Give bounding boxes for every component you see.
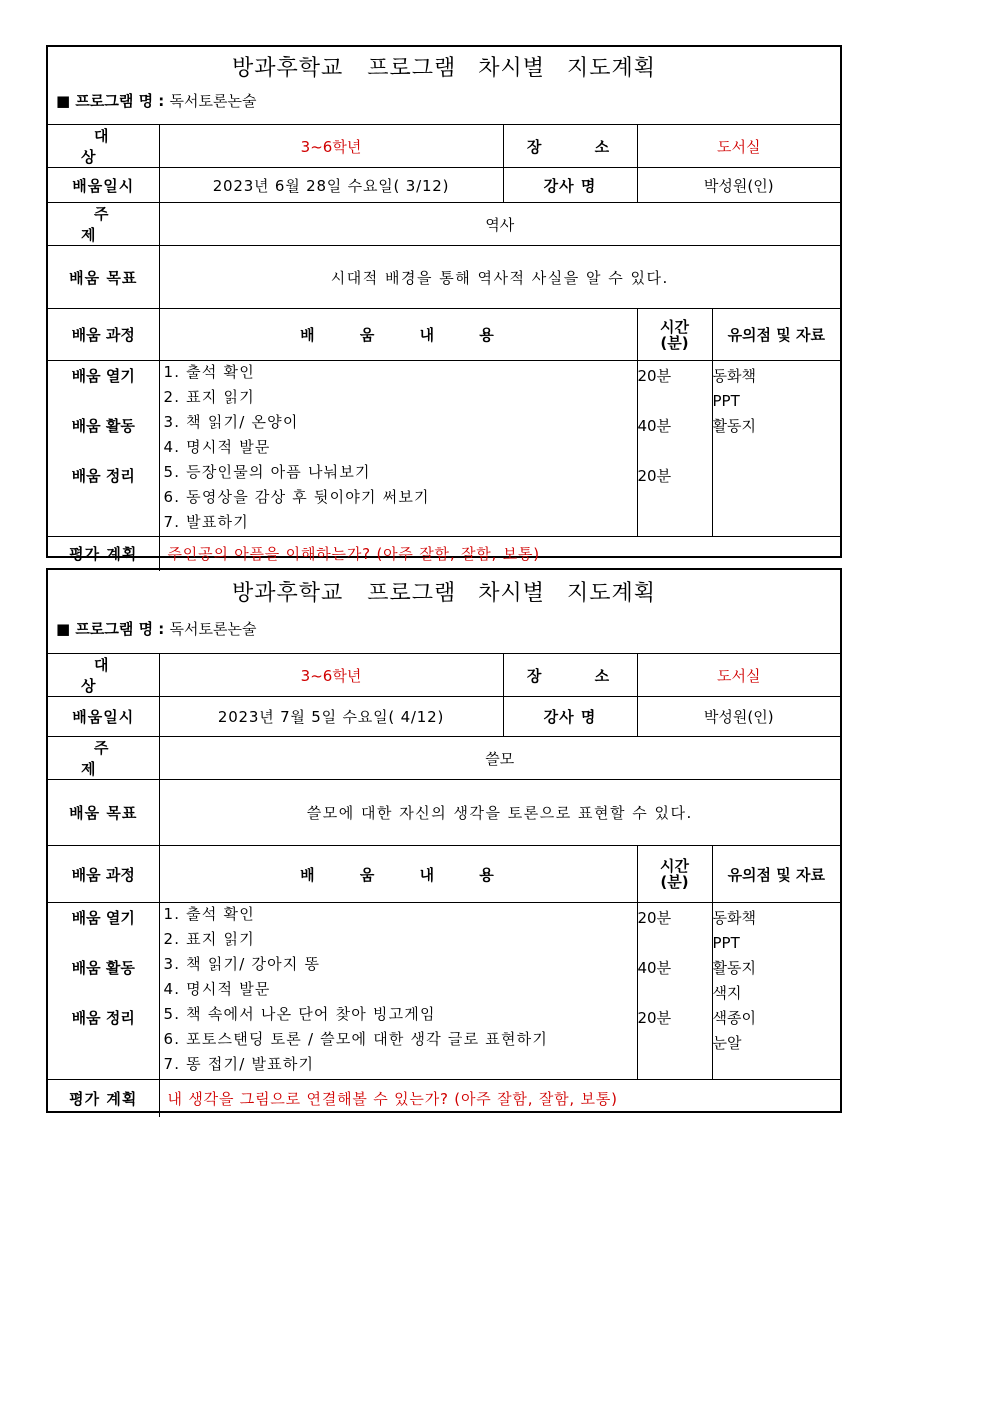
plan-table <box>48 125 840 571</box>
date-value: 2023년 6월 28일 수요일( 3/12) <box>159 168 503 203</box>
goal-value: 쓸모에 대한 자신의 생각을 토론으로 표현할 수 있다. <box>159 780 840 846</box>
notes-label: 유의점 및 자료 <box>712 846 840 903</box>
title-part-b: 프로그램 차시별 지도계획 <box>367 581 656 606</box>
target-row <box>48 125 840 168</box>
goal-label: 배움 목표 <box>48 246 159 309</box>
plan-title <box>48 47 840 87</box>
content-list <box>159 361 637 537</box>
target-label: 대 상 <box>81 127 139 166</box>
topic-label: 주 제 <box>81 739 139 778</box>
topic-row <box>48 203 840 246</box>
content-item: 7. 발표하기 <box>163 513 249 531</box>
title-part-a: 방과후학교 <box>231 56 344 81</box>
goal-row <box>48 246 840 309</box>
time-item: 20분 <box>637 467 672 485</box>
stage-list <box>48 361 159 537</box>
time-list <box>637 361 712 537</box>
target-value: 3~6학년 <box>159 125 503 168</box>
material-item: 색지 <box>712 984 742 1002</box>
lesson-plan-1 <box>46 45 842 564</box>
material-item: 활동지 <box>712 959 756 977</box>
material-list <box>712 903 840 1080</box>
time-list <box>637 903 712 1080</box>
content-item: 6. 포토스탠딩 토론 / 쓸모에 대한 생각 글로 표현하기 <box>163 1030 549 1048</box>
plan-table <box>48 654 840 1117</box>
topic-row <box>48 737 840 780</box>
lesson-plan-2 <box>46 568 842 1113</box>
content-item: 1. 출석 확인 <box>163 905 255 923</box>
time-item: 20분 <box>637 1009 672 1027</box>
stage-item: 배움 정리 <box>71 1009 135 1027</box>
goal-label: 배움 목표 <box>48 780 159 846</box>
content-item: 2. 표지 읽기 <box>163 930 255 948</box>
goal-row <box>48 780 840 846</box>
program-label: ■ 프로그램 명 : <box>56 620 165 638</box>
process-body-row <box>48 361 840 537</box>
process-label: 배움 과정 <box>48 846 159 903</box>
process-body-row <box>48 903 840 1080</box>
time-item: 20분 <box>637 909 672 927</box>
eval-value: 주인공의 아픔을 이해하는가? (아주 잘함, 잘함, 보통) <box>159 537 840 571</box>
material-item: 동화책 <box>712 367 756 385</box>
time-item: 20분 <box>637 367 672 385</box>
stage-item: 배움 활동 <box>71 417 135 435</box>
content-item: 3. 책 읽기/ 온양이 <box>163 413 299 431</box>
content-list <box>159 903 637 1080</box>
place-label: 장 소 <box>526 137 634 156</box>
place-value: 도서실 <box>637 125 840 168</box>
time-label: 시간 (분) <box>637 309 712 361</box>
material-item: 활동지 <box>712 417 756 435</box>
content-item: 1. 출석 확인 <box>163 363 255 381</box>
content-item: 5. 책 속에서 나온 단어 찾아 빙고게임 <box>163 1005 436 1023</box>
date-row <box>48 168 840 203</box>
date-value: 2023년 7월 5일 수요일( 4/12) <box>159 697 503 737</box>
topic-value: 역사 <box>159 203 840 246</box>
place-label: 장 소 <box>526 666 634 685</box>
instructor-label: 강사 명 <box>503 168 637 203</box>
content-item: 2. 표지 읽기 <box>163 388 255 406</box>
stage-item: 배움 열기 <box>71 909 135 927</box>
instructor-label: 강사 명 <box>503 697 637 737</box>
content-item: 3. 책 읽기/ 강아지 똥 <box>163 955 321 973</box>
title-part-a: 방과후학교 <box>231 581 344 606</box>
place-value: 도서실 <box>637 654 840 697</box>
program-name: 독서토론논술 <box>169 620 257 638</box>
program-line <box>48 87 840 125</box>
stage-item: 배움 열기 <box>71 367 135 385</box>
stage-list <box>48 903 159 1080</box>
instructor-value: 박성원(인) <box>637 168 840 203</box>
eval-value: 내 생각을 그림으로 연결해볼 수 있는가? (아주 잘함, 잘함, 보통) <box>159 1080 840 1117</box>
program-name: 독서토론논술 <box>169 92 257 110</box>
material-item: PPT <box>712 392 740 410</box>
notes-label: 유의점 및 자료 <box>712 309 840 361</box>
time-item: 40분 <box>637 959 672 977</box>
date-label: 배움일시 <box>48 168 159 203</box>
material-item: 동화책 <box>712 909 756 927</box>
stage-item: 배움 활동 <box>71 959 135 977</box>
material-item: 색종이 <box>712 1009 756 1027</box>
instructor-value: 박성원(인) <box>637 697 840 737</box>
eval-label: 평가 계획 <box>48 537 159 571</box>
topic-value: 쓸모 <box>159 737 840 780</box>
material-list <box>712 361 840 537</box>
target-row <box>48 654 840 697</box>
stage-item: 배움 정리 <box>71 467 135 485</box>
process-label: 배움 과정 <box>48 309 159 361</box>
content-item: 7. 똥 접기/ 발표하기 <box>163 1055 315 1073</box>
eval-label: 평가 계획 <box>48 1080 159 1117</box>
date-label: 배움일시 <box>48 697 159 737</box>
time-item: 40분 <box>637 417 672 435</box>
process-header-row <box>48 309 840 361</box>
title-part-b: 프로그램 차시별 지도계획 <box>367 56 656 81</box>
material-item: PPT <box>712 934 740 952</box>
date-row <box>48 697 840 737</box>
content-label: 배 움 내 용 <box>300 865 514 884</box>
program-line <box>48 614 840 654</box>
target-value: 3~6학년 <box>159 654 503 697</box>
material-item: 눈알 <box>712 1034 742 1052</box>
target-label: 대 상 <box>81 656 139 695</box>
content-item: 4. 명시적 발문 <box>163 438 271 456</box>
topic-label: 주 제 <box>81 205 139 244</box>
content-item: 6. 동영상을 감상 후 뒷이야기 써보기 <box>163 488 430 506</box>
process-header-row <box>48 846 840 903</box>
content-item: 4. 명시적 발문 <box>163 980 271 998</box>
eval-row <box>48 1080 840 1117</box>
content-label: 배 움 내 용 <box>300 326 514 344</box>
eval-row <box>48 537 840 571</box>
goal-value: 시대적 배경을 통해 역사적 사실을 알 수 있다. <box>159 246 840 309</box>
program-label: ■ 프로그램 명 : <box>56 92 165 110</box>
plan-title <box>48 570 840 614</box>
content-item: 5. 등장인물의 아픔 나눠보기 <box>163 463 371 481</box>
time-label: 시간 (분) <box>637 846 712 903</box>
